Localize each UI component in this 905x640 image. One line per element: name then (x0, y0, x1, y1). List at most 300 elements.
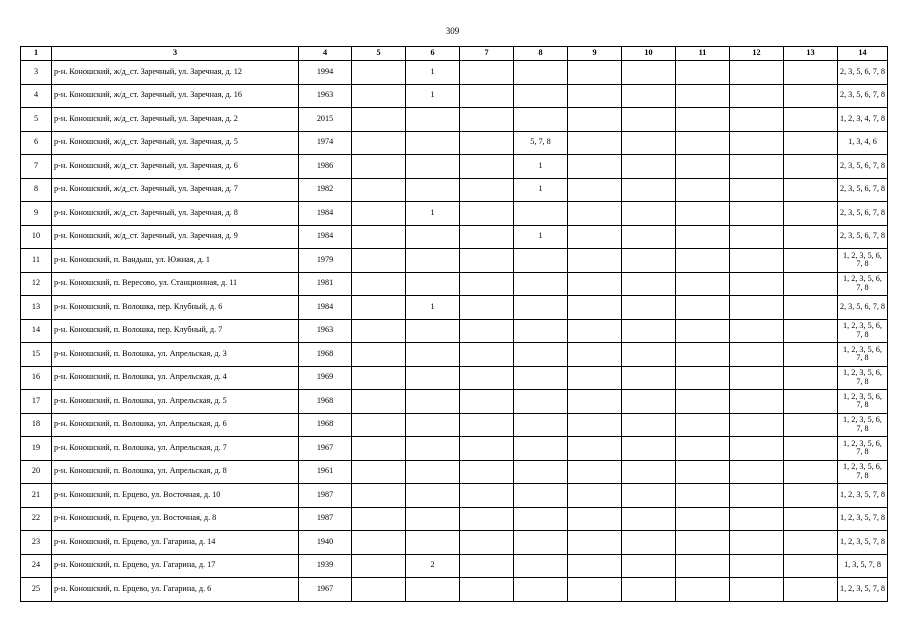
table-cell (784, 578, 838, 602)
table-cell (406, 413, 460, 437)
table-cell (676, 507, 730, 531)
table-cell (460, 202, 514, 226)
table-cell (730, 131, 784, 155)
table-cell (622, 84, 676, 108)
row-number-cell: 17 (21, 390, 52, 414)
table-cell (514, 249, 568, 273)
row-number-cell: 8 (21, 178, 52, 202)
table-cell (730, 390, 784, 414)
table-row (21, 202, 888, 226)
table-cell (784, 202, 838, 226)
table-cell (568, 413, 622, 437)
table-cell (622, 413, 676, 437)
row-number-cell: 16 (21, 366, 52, 390)
year-cell: 1984 (299, 202, 352, 226)
table-cell (406, 155, 460, 179)
table-cell (460, 460, 514, 484)
table-row (21, 84, 888, 108)
table-cell (352, 554, 406, 578)
row-number-cell: 25 (21, 578, 52, 602)
year-cell: 1967 (299, 578, 352, 602)
table-cell (784, 296, 838, 320)
table-row (21, 437, 888, 461)
address-cell: р-н. Коношский, ж/д_ст. Заречный, ул. Заречная, д. 12 (52, 61, 299, 85)
table-cell (730, 413, 784, 437)
table-cell (352, 131, 406, 155)
table-row (21, 366, 888, 390)
address-cell: р-н. Коношский, п. Волошка, ул. Апрельская, д. 7 (52, 437, 299, 461)
address-cell: р-н. Коношский, п. Волошка, пер. Клубный, д. 7 (52, 319, 299, 343)
table-cell (676, 178, 730, 202)
table-cell (784, 437, 838, 461)
address-cell: р-н. Коношский, ж/д_ст. Заречный, ул. Заречная, д. 16 (52, 84, 299, 108)
table-cell (622, 155, 676, 179)
table-cell (568, 554, 622, 578)
column-header: 7 (460, 47, 514, 61)
year-cell: 1961 (299, 460, 352, 484)
table-cell (676, 554, 730, 578)
table-cell (460, 366, 514, 390)
table-cell (568, 178, 622, 202)
table-cell (568, 507, 622, 531)
table-cell (676, 390, 730, 414)
address-cell: р-н. Коношский, п. Ерцево, ул. Восточная, д. 10 (52, 484, 299, 508)
table-cell (568, 319, 622, 343)
table-cell (730, 61, 784, 85)
table-cell (568, 296, 622, 320)
table-cell (406, 531, 460, 555)
table-cell (460, 84, 514, 108)
table-cell: 1, 2, 3, 5, 6, 7, 8 (838, 249, 888, 273)
table-cell (730, 84, 784, 108)
table-cell: 1, 2, 3, 5, 7, 8 (838, 531, 888, 555)
table-cell (784, 554, 838, 578)
table-cell (676, 84, 730, 108)
column-header: 13 (784, 47, 838, 61)
table-cell (784, 131, 838, 155)
year-cell: 1987 (299, 507, 352, 531)
table-cell (730, 437, 784, 461)
address-cell: р-н. Коношский, п. Вандыш, ул. Южная, д. 1 (52, 249, 299, 273)
year-cell: 1963 (299, 84, 352, 108)
table-cell (460, 108, 514, 132)
table-cell: 1, 3, 4, 6 (838, 131, 888, 155)
table-cell (406, 366, 460, 390)
table-cell (460, 531, 514, 555)
table-cell (784, 460, 838, 484)
table-row (21, 108, 888, 132)
table-cell (514, 343, 568, 367)
header-row (21, 47, 888, 61)
year-cell: 1967 (299, 437, 352, 461)
year-cell: 1969 (299, 366, 352, 390)
table-cell (676, 319, 730, 343)
table-cell (460, 155, 514, 179)
column-header: 9 (568, 47, 622, 61)
table-cell (514, 578, 568, 602)
table-cell (514, 84, 568, 108)
table-cell (352, 178, 406, 202)
table-cell (568, 578, 622, 602)
address-cell: р-н. Коношский, ж/д_ст. Заречный, ул. Заречная, д. 9 (52, 225, 299, 249)
table-cell (514, 296, 568, 320)
table-cell (352, 249, 406, 273)
row-number-cell: 18 (21, 413, 52, 437)
table-cell (352, 366, 406, 390)
table-cell (460, 225, 514, 249)
year-cell: 1981 (299, 272, 352, 296)
page-number: 309 (445, 26, 460, 36)
table-row (21, 460, 888, 484)
table-cell (784, 249, 838, 273)
table-cell (460, 507, 514, 531)
address-cell: р-н. Коношский, п. Ерцево, ул. Гагарина, д. 14 (52, 531, 299, 555)
table-cell (352, 225, 406, 249)
table-cell (676, 108, 730, 132)
row-number-cell: 4 (21, 84, 52, 108)
table-cell (514, 108, 568, 132)
table-cell: 1, 2, 3, 5, 7, 8 (838, 507, 888, 531)
year-cell: 1939 (299, 554, 352, 578)
table-cell: 2, 3, 5, 6, 7, 8 (838, 178, 888, 202)
table-cell (406, 460, 460, 484)
table-cell (784, 531, 838, 555)
column-header: 10 (622, 47, 676, 61)
table-cell (352, 578, 406, 602)
address-cell: р-н. Коношский, ж/д_ст. Заречный, ул. Заречная, д. 8 (52, 202, 299, 226)
table-cell (406, 178, 460, 202)
table-cell (406, 484, 460, 508)
table-cell (352, 296, 406, 320)
table-cell (676, 249, 730, 273)
row-number-cell: 23 (21, 531, 52, 555)
table-cell (406, 507, 460, 531)
year-cell: 2015 (299, 108, 352, 132)
row-number-cell: 6 (21, 131, 52, 155)
table-cell (784, 225, 838, 249)
year-cell: 1963 (299, 319, 352, 343)
column-header: 8 (514, 47, 568, 61)
building-registry-table (20, 46, 888, 602)
table-cell (622, 108, 676, 132)
table-cell (568, 225, 622, 249)
table-cell (784, 507, 838, 531)
address-cell: р-н. Коношский, ж/д_ст. Заречный, ул. Заречная, д. 2 (52, 108, 299, 132)
address-cell: р-н. Коношский, ж/д_ст. Заречный, ул. Заречная, д. 6 (52, 155, 299, 179)
row-number-cell: 7 (21, 155, 52, 179)
year-cell: 1984 (299, 296, 352, 320)
table-cell (514, 366, 568, 390)
table-cell (730, 202, 784, 226)
table-cell (514, 484, 568, 508)
table-cell (676, 578, 730, 602)
table-cell (514, 554, 568, 578)
table-row (21, 413, 888, 437)
table-cell (784, 178, 838, 202)
table-cell (730, 460, 784, 484)
table-cell (460, 578, 514, 602)
table-cell: 2 (406, 554, 460, 578)
table-cell (352, 202, 406, 226)
table-row (21, 390, 888, 414)
table-cell (622, 249, 676, 273)
row-number-cell: 10 (21, 225, 52, 249)
year-cell: 1940 (299, 531, 352, 555)
column-header: 14 (838, 47, 888, 61)
table-cell (622, 61, 676, 85)
year-cell: 1982 (299, 178, 352, 202)
table-cell (568, 484, 622, 508)
table-cell (622, 507, 676, 531)
table-cell (568, 343, 622, 367)
table-row (21, 554, 888, 578)
column-header: 6 (406, 47, 460, 61)
table-cell: 2, 3, 5, 6, 7, 8 (838, 61, 888, 85)
table-cell (622, 131, 676, 155)
row-number-cell: 13 (21, 296, 52, 320)
table-row (21, 343, 888, 367)
table-cell (622, 460, 676, 484)
table-cell (352, 84, 406, 108)
table-cell (352, 507, 406, 531)
table-cell (514, 460, 568, 484)
column-header: 4 (299, 47, 352, 61)
row-number-cell: 5 (21, 108, 52, 132)
table-cell (730, 249, 784, 273)
table-cell (730, 531, 784, 555)
year-cell: 1994 (299, 61, 352, 85)
table-row (21, 507, 888, 531)
table-cell (514, 319, 568, 343)
year-cell: 1986 (299, 155, 352, 179)
table-cell (622, 390, 676, 414)
table-cell: 1, 2, 3, 4, 7, 8 (838, 108, 888, 132)
table-cell (352, 108, 406, 132)
table-cell: 1, 2, 3, 5, 6, 7, 8 (838, 343, 888, 367)
address-cell: р-н. Коношский, п. Волошка, ул. Апрельская, д. 4 (52, 366, 299, 390)
table-cell (676, 202, 730, 226)
table-cell: 1, 2, 3, 5, 6, 7, 8 (838, 460, 888, 484)
table-cell: 1 (406, 296, 460, 320)
table-cell: 2, 3, 5, 6, 7, 8 (838, 202, 888, 226)
table-row (21, 178, 888, 202)
table-cell: 1 (406, 61, 460, 85)
table-cell (676, 366, 730, 390)
table-cell (784, 155, 838, 179)
table-cell: 5, 7, 8 (514, 131, 568, 155)
year-cell: 1984 (299, 225, 352, 249)
table-cell: 1, 2, 3, 5, 6, 7, 8 (838, 390, 888, 414)
table-cell (676, 61, 730, 85)
table-row (21, 319, 888, 343)
column-header: 5 (352, 47, 406, 61)
table-cell (406, 437, 460, 461)
table-cell (622, 343, 676, 367)
row-number-cell: 21 (21, 484, 52, 508)
table-cell (352, 319, 406, 343)
table-cell (460, 343, 514, 367)
table-cell (514, 390, 568, 414)
table-cell (730, 366, 784, 390)
table-cell (784, 366, 838, 390)
table-cell (676, 437, 730, 461)
table-cell (352, 343, 406, 367)
table-cell (784, 484, 838, 508)
address-cell: р-н. Коношский, п. Ерцево, ул. Гагарина, д. 6 (52, 578, 299, 602)
table-cell (568, 366, 622, 390)
table-cell (784, 272, 838, 296)
table-cell: 2, 3, 5, 6, 7, 8 (838, 155, 888, 179)
table-cell (784, 343, 838, 367)
table-cell (406, 390, 460, 414)
table-row (21, 131, 888, 155)
table-row (21, 249, 888, 273)
table-cell: 1, 2, 3, 5, 6, 7, 8 (838, 366, 888, 390)
year-cell: 1987 (299, 484, 352, 508)
table-row (21, 578, 888, 602)
table-cell (406, 343, 460, 367)
row-number-cell: 3 (21, 61, 52, 85)
table-row (21, 61, 888, 85)
table-cell (352, 390, 406, 414)
address-cell: р-н. Коношский, ж/д_ст. Заречный, ул. Заречная, д. 5 (52, 131, 299, 155)
table-cell (514, 507, 568, 531)
row-number-cell: 11 (21, 249, 52, 273)
table-row (21, 225, 888, 249)
row-number-cell: 12 (21, 272, 52, 296)
table-cell (676, 413, 730, 437)
address-cell: р-н. Коношский, п. Вересово, ул. Станционная, д. 11 (52, 272, 299, 296)
table-cell (460, 484, 514, 508)
table-cell (622, 296, 676, 320)
column-header: 1 (21, 47, 52, 61)
table-cell (568, 249, 622, 273)
table-cell (730, 554, 784, 578)
table-cell (568, 437, 622, 461)
table-cell (460, 249, 514, 273)
table-cell (676, 155, 730, 179)
table-cell: 1, 2, 3, 5, 6, 7, 8 (838, 437, 888, 461)
table-cell (568, 84, 622, 108)
table-row (21, 531, 888, 555)
year-cell: 1979 (299, 249, 352, 273)
table-cell (568, 531, 622, 555)
column-header: 3 (52, 47, 299, 61)
table-cell (622, 178, 676, 202)
table-cell (460, 61, 514, 85)
table-cell (568, 131, 622, 155)
table-cell (352, 155, 406, 179)
table-cell (676, 296, 730, 320)
address-cell: р-н. Коношский, п. Волошка, ул. Апрельская, д. 3 (52, 343, 299, 367)
table-cell: 1 (406, 84, 460, 108)
table-cell (676, 131, 730, 155)
table-cell: 1, 2, 3, 5, 7, 8 (838, 484, 888, 508)
table-cell (676, 343, 730, 367)
table-cell (730, 225, 784, 249)
row-number-cell: 15 (21, 343, 52, 367)
table-cell (568, 390, 622, 414)
address-cell: р-н. Коношский, п. Волошка, ул. Апрельская, д. 8 (52, 460, 299, 484)
table-cell: 1 (514, 178, 568, 202)
table-cell (514, 61, 568, 85)
table-cell (568, 460, 622, 484)
address-cell: р-н. Коношский, п. Ерцево, ул. Восточная, д. 8 (52, 507, 299, 531)
table-cell (622, 437, 676, 461)
table-cell (730, 272, 784, 296)
row-number-cell: 22 (21, 507, 52, 531)
table-cell (622, 554, 676, 578)
table-cell (622, 484, 676, 508)
table-cell (352, 484, 406, 508)
table-cell (676, 484, 730, 508)
table-cell (406, 225, 460, 249)
table-cell (460, 319, 514, 343)
table-cell (460, 131, 514, 155)
table-cell (514, 413, 568, 437)
table-cell: 2, 3, 5, 6, 7, 8 (838, 296, 888, 320)
table-body (21, 61, 888, 602)
table-cell (622, 578, 676, 602)
table-cell: 1, 2, 3, 5, 7, 8 (838, 578, 888, 602)
table-row (21, 272, 888, 296)
table-cell (352, 272, 406, 296)
table-cell: 1, 2, 3, 5, 6, 7, 8 (838, 413, 888, 437)
year-cell: 1974 (299, 131, 352, 155)
table-cell: 1 (406, 202, 460, 226)
table-header (21, 47, 888, 61)
table-cell (568, 202, 622, 226)
table-cell (676, 272, 730, 296)
table-cell: 1, 2, 3, 5, 6, 7, 8 (838, 272, 888, 296)
table-cell (730, 343, 784, 367)
table-cell (568, 272, 622, 296)
table-cell (514, 437, 568, 461)
table-cell (784, 108, 838, 132)
table-cell: 1 (514, 155, 568, 179)
table-cell (730, 319, 784, 343)
address-cell: р-н. Коношский, п. Волошка, ул. Апрельская, д. 5 (52, 390, 299, 414)
table-cell (622, 366, 676, 390)
table-cell (460, 413, 514, 437)
row-number-cell: 24 (21, 554, 52, 578)
table-cell (514, 531, 568, 555)
table-cell (406, 108, 460, 132)
table-cell (568, 155, 622, 179)
table-cell: 1, 2, 3, 5, 6, 7, 8 (838, 319, 888, 343)
table-cell (568, 108, 622, 132)
table-cell (676, 460, 730, 484)
table-cell (730, 108, 784, 132)
table-cell (784, 319, 838, 343)
year-cell: 1968 (299, 413, 352, 437)
table-cell: 2, 3, 5, 6, 7, 8 (838, 225, 888, 249)
row-number-cell: 9 (21, 202, 52, 226)
address-cell: р-н. Коношский, п. Ерцево, ул. Гагарина, д. 17 (52, 554, 299, 578)
address-cell: р-н. Коношский, ж/д_ст. Заречный, ул. Заречная, д. 7 (52, 178, 299, 202)
table-cell (460, 437, 514, 461)
table-cell: 1 (514, 225, 568, 249)
table-cell: 2, 3, 5, 6, 7, 8 (838, 84, 888, 108)
table-cell (568, 61, 622, 85)
table-cell (406, 272, 460, 296)
table-cell (730, 155, 784, 179)
table-cell (352, 437, 406, 461)
table-cell (622, 319, 676, 343)
year-cell: 1968 (299, 343, 352, 367)
table-cell (622, 225, 676, 249)
row-number-cell: 19 (21, 437, 52, 461)
